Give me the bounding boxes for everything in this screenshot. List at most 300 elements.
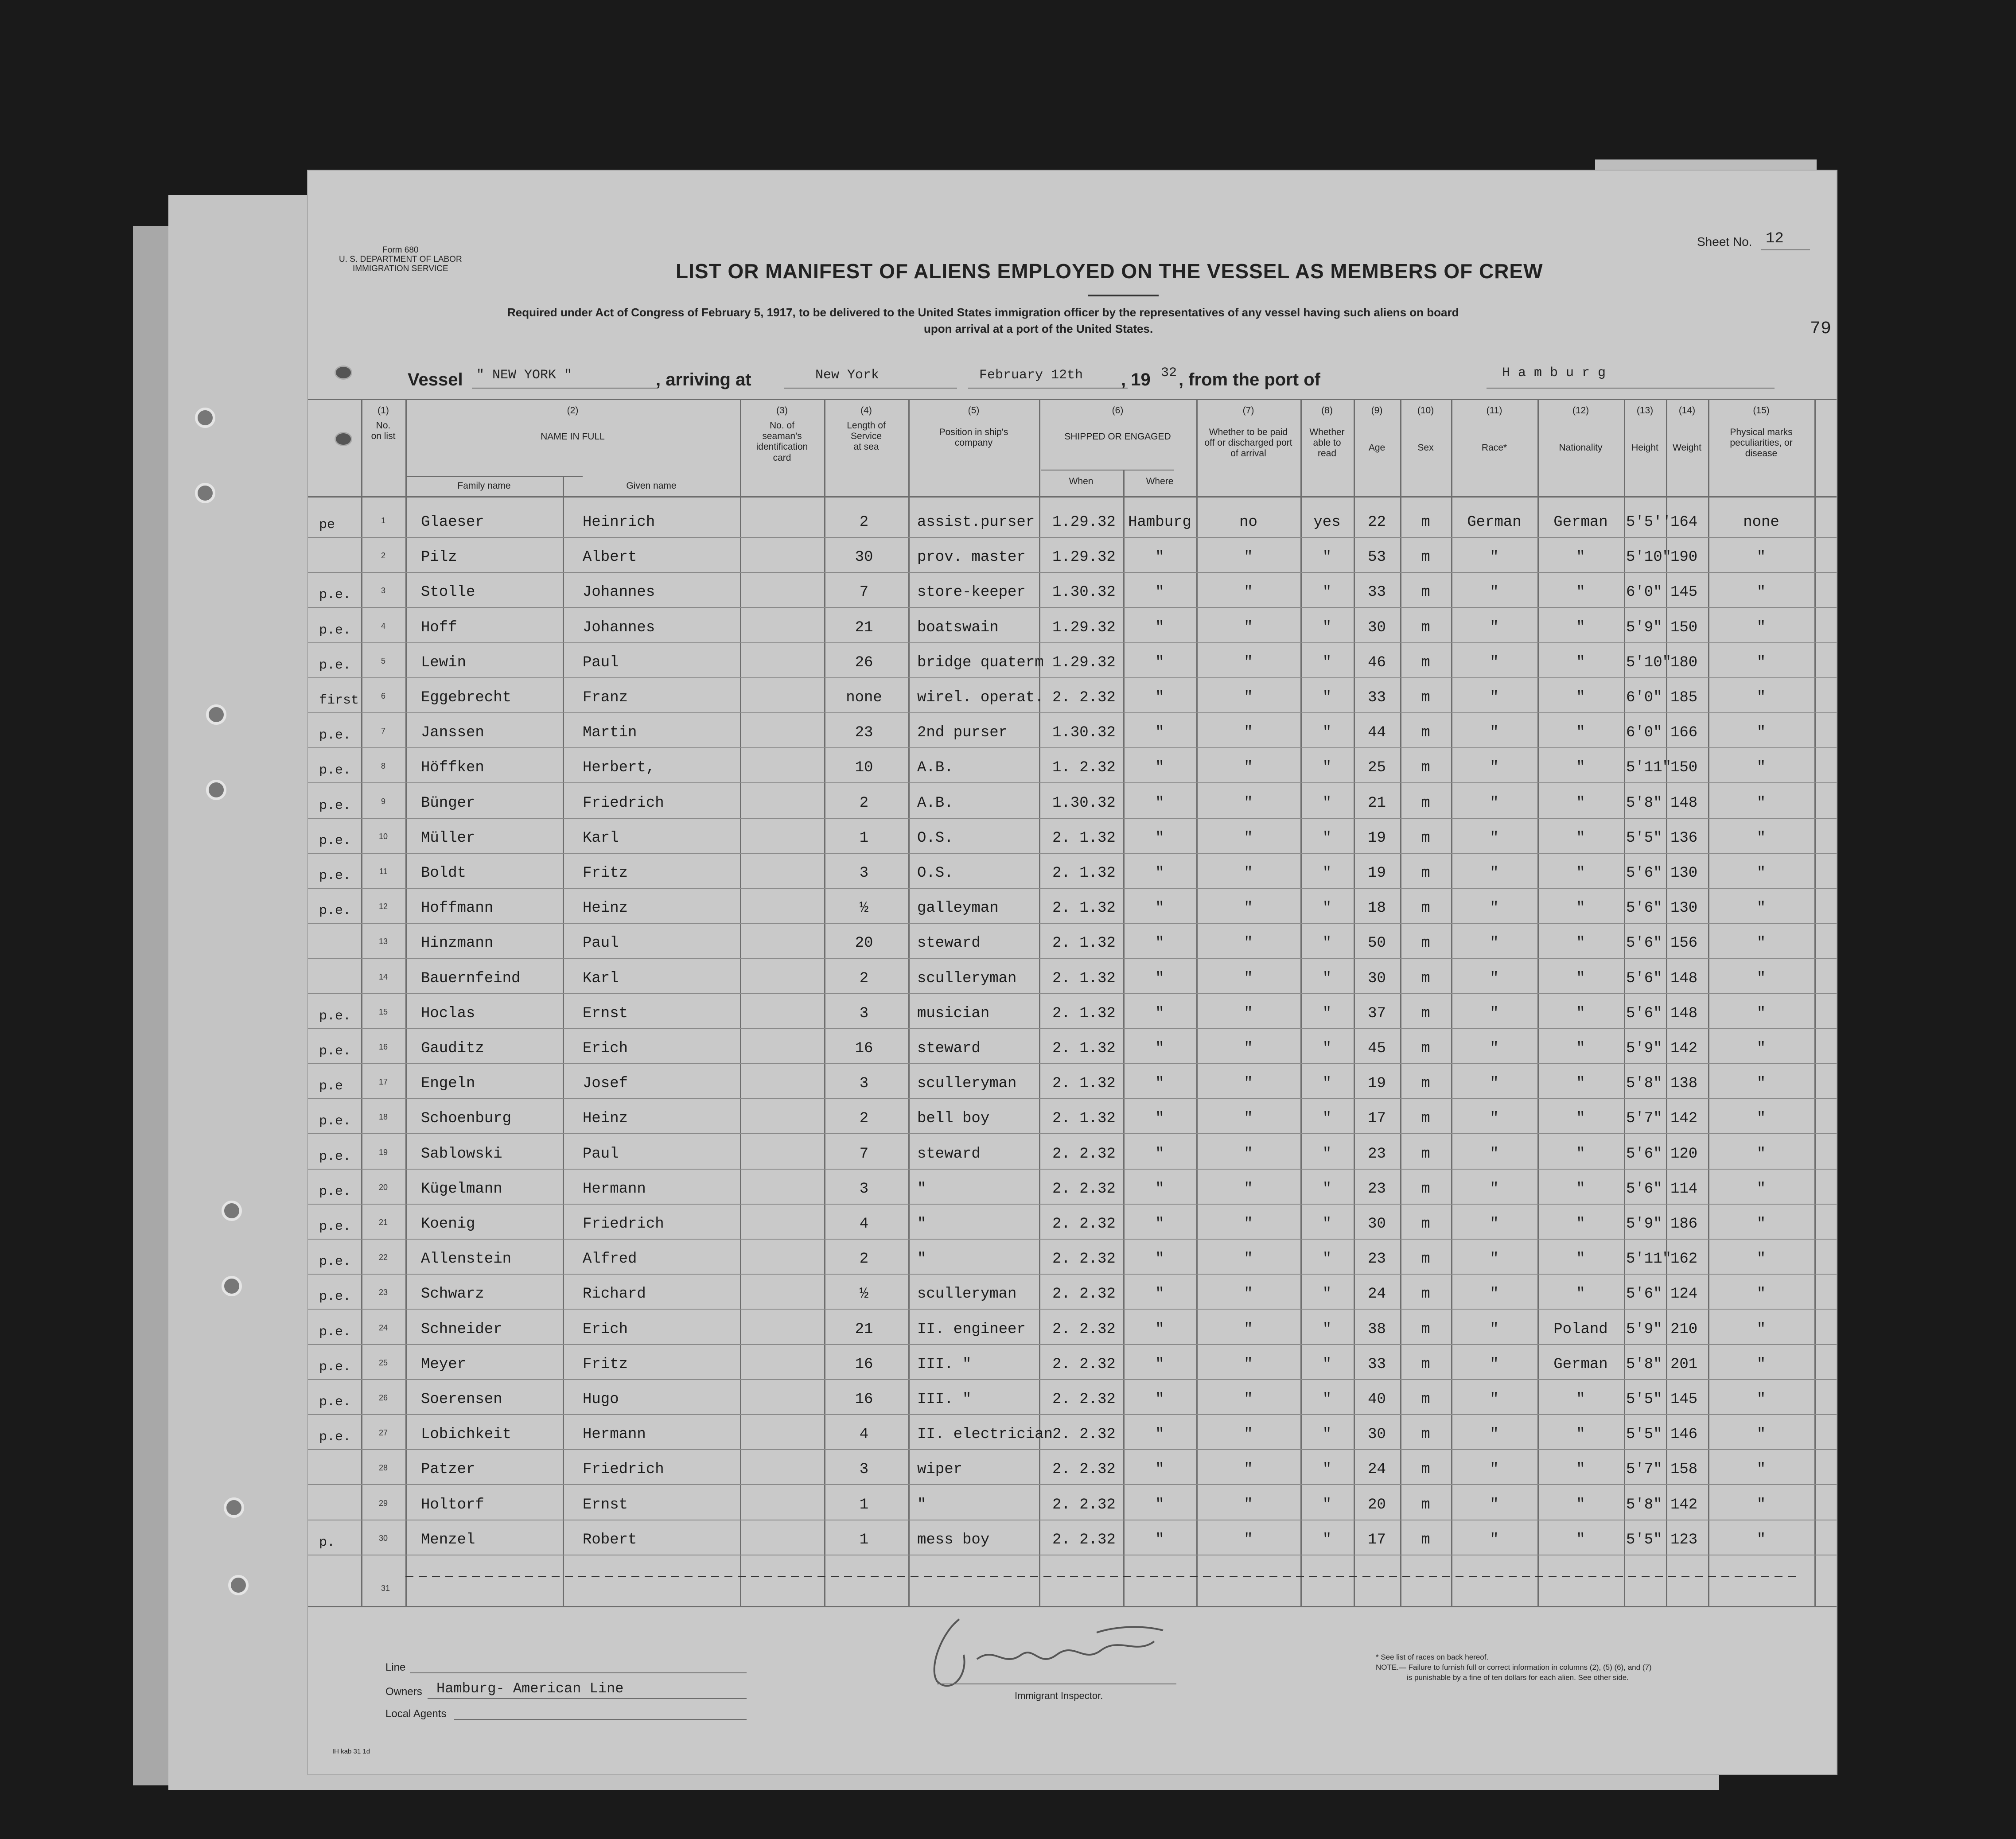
age: 23 (1368, 1180, 1386, 1197)
height: 5'11" (1626, 1251, 1672, 1268)
sex: m (1421, 865, 1430, 882)
able-to-read: " (1322, 1531, 1332, 1548)
col-title: No. of seaman's identification card (756, 420, 808, 463)
paid-off: " (1244, 1216, 1253, 1232)
col-title: Position in ship's company (939, 427, 1008, 448)
family-name: Schoenburg (421, 1110, 512, 1128)
row-rule (308, 993, 1837, 994)
height: 5'6" (1626, 1180, 1662, 1197)
row-rule (308, 818, 1837, 819)
col-header-5 (908, 405, 1039, 448)
nationality: " (1576, 724, 1585, 742)
row-number: 1 (381, 516, 385, 525)
race: " (1490, 1496, 1499, 1513)
race: " (1490, 1251, 1499, 1268)
family-name: Menzel (421, 1531, 475, 1548)
paid-off: " (1244, 1040, 1253, 1057)
shipped-when: 2. 1.32 (1052, 1005, 1116, 1022)
col-rule (1708, 399, 1709, 1606)
col-title: Sex (1417, 443, 1434, 453)
row-number: 7 (381, 727, 385, 736)
inspector-label: Immigrant Inspector. (1015, 1690, 1103, 1701)
race: German (1467, 514, 1522, 531)
weight: 120 (1670, 1145, 1698, 1162)
service-length: 4 (859, 1426, 869, 1443)
shipped-when: 2. 1.32 (1052, 1110, 1116, 1128)
nationality: " (1576, 1216, 1585, 1232)
age: 18 (1368, 900, 1386, 917)
weight: 145 (1670, 584, 1698, 601)
physical-marks: " (1756, 1321, 1766, 1338)
department: U. S. DEPARTMENT OF LABOR (339, 254, 462, 264)
nationality: " (1576, 1286, 1585, 1303)
weight: 145 (1670, 1391, 1698, 1408)
shipped-where: " (1155, 1391, 1164, 1408)
shipped-where: " (1155, 1216, 1164, 1232)
row-rule (308, 782, 1837, 783)
punch-mark (335, 432, 352, 446)
given-name: Heinz (583, 900, 628, 917)
footnote (1376, 1652, 1652, 1683)
col-num: (12) (1572, 405, 1589, 416)
position: A.B. (917, 794, 954, 812)
age: 45 (1368, 1040, 1386, 1057)
weight: 124 (1670, 1286, 1698, 1303)
row-rule (308, 537, 1837, 538)
annotation-mark: p.e (319, 1079, 343, 1094)
col-num: (5) (968, 405, 980, 416)
sex: m (1421, 829, 1430, 847)
height: 5'5'' (1626, 514, 1672, 531)
age: 23 (1368, 1251, 1386, 1268)
able-to-read: " (1322, 1145, 1332, 1162)
annotation-mark: p.e. (319, 763, 351, 778)
col-rule (824, 399, 825, 1606)
given-name: Erich (583, 1321, 628, 1338)
table-top-border (308, 399, 1837, 400)
col-header-2 (405, 405, 740, 442)
paid-off: " (1244, 1391, 1253, 1408)
age: 53 (1368, 549, 1386, 566)
position: wirel. operat. (917, 689, 1044, 706)
able-to-read: " (1322, 935, 1332, 952)
nationality: " (1576, 1145, 1585, 1162)
footnote-races: * See list of races on back hereof. (1376, 1653, 1489, 1661)
shipped-where: " (1155, 1040, 1164, 1057)
able-to-read: yes (1313, 514, 1341, 531)
rule (968, 388, 1128, 389)
age: 19 (1368, 1075, 1386, 1093)
col-header-11 (1451, 405, 1537, 453)
position: sculleryman (917, 1075, 1017, 1093)
age: 50 (1368, 935, 1386, 952)
sex: m (1421, 1391, 1430, 1408)
race: " (1490, 584, 1499, 601)
col-header-9 (1354, 405, 1400, 453)
arriving-port: New York (815, 368, 880, 383)
weight: 138 (1670, 1075, 1698, 1093)
height: 5'5" (1626, 1391, 1662, 1408)
position: assist.purser (917, 514, 1035, 531)
service-length: 21 (855, 1321, 873, 1338)
service-length: 3 (859, 1005, 869, 1022)
row-number: 30 (378, 1533, 388, 1543)
height: 6'0" (1626, 584, 1662, 601)
height: 5'8" (1626, 1075, 1662, 1093)
shipped-when: 1.30.32 (1052, 584, 1116, 601)
position: O.S. (917, 865, 954, 882)
shipped-where: " (1155, 1145, 1164, 1162)
row-number: 4 (381, 621, 385, 630)
able-to-read: " (1322, 1110, 1332, 1128)
col-num: (3) (776, 405, 788, 416)
col-rule (1039, 399, 1040, 1606)
row-number: 26 (378, 1393, 388, 1402)
paid-off: " (1244, 1321, 1253, 1338)
row-number: 20 (378, 1182, 388, 1192)
sex: m (1421, 1531, 1430, 1548)
service-length: 3 (859, 1461, 869, 1478)
footnote-note: NOTE.— Failure to furnish full or correct information in columns (2), (5) (6), and (7) (1376, 1663, 1652, 1672)
row-number: 9 (381, 797, 385, 806)
physical-marks: " (1756, 1461, 1766, 1478)
weight: 123 (1670, 1531, 1698, 1548)
paid-off: " (1244, 1075, 1253, 1093)
service-length: 2 (859, 1251, 869, 1268)
row-rule (308, 1133, 1837, 1134)
race: " (1490, 724, 1499, 742)
height: 5'8" (1626, 1496, 1662, 1513)
given-name: Ernst (583, 1496, 628, 1513)
shipped-when: 2. 1.32 (1052, 1075, 1116, 1093)
age: 46 (1368, 654, 1386, 671)
weight: 130 (1670, 865, 1698, 882)
able-to-read: " (1322, 1356, 1332, 1373)
age: 20 (1368, 1496, 1386, 1513)
service-length: 2 (859, 970, 869, 987)
col-title: Nationality (1559, 443, 1603, 453)
paid-off: " (1244, 724, 1253, 742)
age: 24 (1368, 1461, 1386, 1478)
shipped-where: " (1155, 1531, 1164, 1548)
shipped-where: " (1155, 619, 1164, 636)
family-name: Höffken (421, 759, 484, 777)
binder-hole (228, 1575, 249, 1595)
shipped-when: 2. 1.32 (1052, 900, 1116, 917)
nationality: " (1576, 829, 1585, 847)
race: " (1490, 865, 1499, 882)
family-name: Meyer (421, 1356, 467, 1373)
row-rule (308, 677, 1837, 678)
shipped-when: 1. 2.32 (1052, 759, 1116, 777)
service-length: 16 (855, 1040, 873, 1057)
given-name: Franz (583, 689, 628, 706)
age: 17 (1368, 1110, 1386, 1128)
service-length: 1 (859, 829, 869, 847)
nationality: " (1576, 1005, 1585, 1022)
shipped-where: " (1155, 1321, 1164, 1338)
given-name: Ernst (583, 1005, 628, 1022)
race: " (1490, 1531, 1499, 1548)
row-number: 22 (378, 1253, 388, 1262)
binder-hole (222, 1276, 242, 1296)
col-num: (14) (1678, 405, 1696, 416)
col-rule (361, 399, 362, 1606)
age: 30 (1368, 970, 1386, 987)
agents-label: Local Agents (385, 1708, 447, 1720)
position: " (917, 1496, 926, 1513)
paid-off: " (1244, 549, 1253, 566)
sex: m (1421, 689, 1430, 706)
given-name: Friedrich (583, 1216, 664, 1232)
shipped-where: " (1155, 1075, 1164, 1093)
height: 6'0" (1626, 724, 1662, 742)
row-rule (308, 642, 1837, 643)
row-number: 27 (378, 1428, 388, 1438)
age: 30 (1368, 1216, 1386, 1232)
paid-off: " (1244, 1145, 1253, 1162)
service-length: 20 (855, 935, 873, 952)
punch-mark (335, 365, 352, 380)
given-name: Heinrich (583, 514, 655, 531)
paid-off: " (1244, 759, 1253, 777)
age: 37 (1368, 1005, 1386, 1022)
paid-off: " (1244, 1531, 1253, 1548)
given-name: Paul (583, 935, 619, 952)
col-header-10 (1400, 405, 1451, 453)
weight: 180 (1670, 654, 1698, 671)
annotation-mark: p.e. (319, 1149, 351, 1164)
col-num: (7) (1242, 405, 1254, 416)
col-title: Whether to be paid off or discharged port of arrival (1204, 427, 1292, 459)
col-header-14 (1666, 405, 1708, 453)
col-rule (1400, 399, 1401, 1606)
col-header-6 (1039, 405, 1196, 442)
paid-off: " (1244, 619, 1253, 636)
col-header-15 (1708, 405, 1814, 459)
service-name: IMMIGRATION SERVICE (352, 264, 448, 273)
able-to-read: " (1322, 1075, 1332, 1093)
height: 5'10" (1626, 549, 1672, 566)
shipped-where: " (1155, 829, 1164, 847)
given-name: Paul (583, 654, 619, 671)
paid-off: " (1244, 865, 1253, 882)
annotation-mark: p. (319, 1535, 335, 1550)
row-rule (308, 1484, 1837, 1485)
col-header-4 (824, 405, 908, 453)
position: steward (917, 935, 981, 952)
page-number: 79 (1810, 319, 1832, 339)
nationality: " (1576, 1426, 1585, 1443)
annotation-mark: p.e. (319, 1359, 351, 1375)
nationality: " (1576, 549, 1585, 566)
physical-marks: " (1756, 654, 1766, 671)
col-header-1 (361, 405, 405, 442)
height: 5'8" (1626, 794, 1662, 812)
service-length: 7 (859, 584, 869, 601)
height: 5'8" (1626, 1356, 1662, 1373)
shipped-when: 2. 2.32 (1052, 1356, 1116, 1373)
height: 5'5" (1626, 1531, 1662, 1548)
physical-marks: " (1756, 619, 1766, 636)
col-header-2b: Given name (626, 481, 677, 491)
nationality: " (1576, 1251, 1585, 1268)
sex: m (1421, 1216, 1430, 1232)
year-suffix: 32 (1161, 365, 1177, 381)
given-name: Fritz (583, 865, 628, 882)
weight: 190 (1670, 549, 1698, 566)
header-bottom-border (308, 496, 1837, 498)
family-name: Hinzmann (421, 935, 494, 952)
sex: m (1421, 724, 1430, 742)
rule (454, 1719, 747, 1720)
vessel-label: Vessel (408, 370, 463, 389)
shipped-when: 1.30.32 (1052, 794, 1116, 812)
weight: 142 (1670, 1496, 1698, 1513)
row-number: 13 (378, 937, 388, 946)
paid-off: " (1244, 935, 1253, 952)
paid-off: " (1244, 829, 1253, 847)
col-rule (1537, 399, 1539, 1606)
row-rule (308, 923, 1837, 924)
race: " (1490, 1356, 1499, 1373)
print-code: IH kab 31 1d (332, 1748, 370, 1755)
shipped-when: 2. 1.32 (1052, 829, 1116, 847)
race: " (1490, 1321, 1499, 1338)
nationality: German (1553, 1356, 1608, 1373)
position: II. engineer (917, 1321, 1026, 1338)
sex: m (1421, 584, 1430, 601)
row-rule (308, 1098, 1837, 1099)
row-rule (308, 1414, 1837, 1415)
service-length: ½ (859, 1286, 869, 1303)
given-name: Friedrich (583, 794, 664, 812)
nationality: " (1576, 689, 1585, 706)
weight: 142 (1670, 1040, 1698, 1057)
physical-marks: " (1756, 1075, 1766, 1093)
binder-hole (206, 780, 226, 800)
able-to-read: " (1322, 689, 1332, 706)
col-rule (1300, 399, 1302, 1606)
paid-off: " (1244, 1461, 1253, 1478)
height: 5'7" (1626, 1110, 1662, 1128)
family-name: Gauditz (421, 1040, 484, 1057)
sex: m (1421, 619, 1430, 636)
weight: 201 (1670, 1356, 1698, 1373)
age: 19 (1368, 829, 1386, 847)
row-number: 15 (378, 1007, 388, 1016)
row-rule (308, 1204, 1837, 1205)
paid-off: " (1244, 1110, 1253, 1128)
col-rule (1354, 399, 1355, 1606)
annotation-mark: p.e. (319, 868, 351, 883)
physical-marks: " (1756, 900, 1766, 917)
col-header-2a: Family name (457, 481, 511, 491)
age: 40 (1368, 1391, 1386, 1408)
paid-off: " (1244, 1286, 1253, 1303)
nationality: " (1576, 1110, 1585, 1128)
able-to-read: " (1322, 1321, 1332, 1338)
title-rule (1088, 295, 1159, 296)
given-name: Heinz (583, 1110, 628, 1128)
annotation-mark: first (319, 693, 359, 708)
footnote-penalty: is punishable by a fine of ten dollars for each alien. See other side. (1407, 1673, 1629, 1682)
col-rule (908, 399, 910, 1606)
sheet-number: 12 (1766, 230, 1784, 247)
age: 33 (1368, 584, 1386, 601)
annotation-mark: p.e. (319, 1008, 351, 1024)
sex: m (1421, 1145, 1430, 1162)
physical-marks: " (1756, 1286, 1766, 1303)
paid-off: " (1244, 794, 1253, 812)
nationality: " (1576, 935, 1585, 952)
sheet-label: Sheet No. (1697, 235, 1752, 249)
family-name: Kügelmann (421, 1180, 502, 1197)
col-num: (13) (1636, 405, 1654, 416)
position: 2nd purser (917, 724, 1008, 742)
col-rule (1624, 399, 1625, 1606)
position: A.B. (917, 759, 954, 777)
col-header-8 (1300, 405, 1354, 459)
given-name: Hermann (583, 1426, 646, 1443)
weight: 148 (1670, 970, 1698, 987)
service-length: 26 (855, 654, 873, 671)
age: 38 (1368, 1321, 1386, 1338)
shipped-where: " (1155, 1496, 1164, 1513)
annotation-mark: p.e. (319, 1289, 351, 1305)
sex: m (1421, 1426, 1430, 1443)
annotation-mark: p.e. (319, 1324, 351, 1340)
annotation-mark: p.e. (319, 1219, 351, 1234)
service-length: 1 (859, 1496, 869, 1513)
col-num: (2) (567, 405, 579, 416)
shipped-when: 1.29.32 (1052, 619, 1116, 636)
height: 5'11" (1626, 759, 1672, 777)
annotation-mark: p.e. (319, 833, 351, 848)
nationality: " (1576, 794, 1585, 812)
height: 5'6" (1626, 1286, 1662, 1303)
row-number: 10 (378, 832, 388, 841)
col-rule (1451, 399, 1452, 1606)
weight: 148 (1670, 794, 1698, 812)
col-num: (8) (1321, 405, 1333, 416)
form-subtitle-2: upon arrival at a port of the United States. (924, 322, 1153, 335)
service-length: 16 (855, 1391, 873, 1408)
position: " (917, 1180, 926, 1197)
shipped-where: " (1155, 865, 1164, 882)
given-name: Johannes (583, 619, 655, 636)
weight: 150 (1670, 619, 1698, 636)
nationality: " (1576, 584, 1585, 601)
physical-marks: none (1743, 514, 1779, 531)
given-name: Johannes (583, 584, 655, 601)
from-port: H a m b u r g (1502, 365, 1606, 381)
col-header-12 (1537, 405, 1624, 453)
family-name: Soerensen (421, 1391, 502, 1408)
col-num: (4) (860, 405, 872, 416)
weight: 156 (1670, 935, 1698, 952)
sex: m (1421, 794, 1430, 812)
nationality: " (1576, 1461, 1585, 1478)
row-number: 24 (378, 1323, 388, 1332)
nationality: German (1553, 514, 1608, 531)
service-length: 7 (859, 1145, 869, 1162)
shipped-when: 2. 2.32 (1052, 1180, 1116, 1197)
able-to-read: " (1322, 584, 1332, 601)
able-to-read: " (1322, 759, 1332, 777)
given-name: Fritz (583, 1356, 628, 1373)
family-name: Müller (421, 829, 475, 847)
